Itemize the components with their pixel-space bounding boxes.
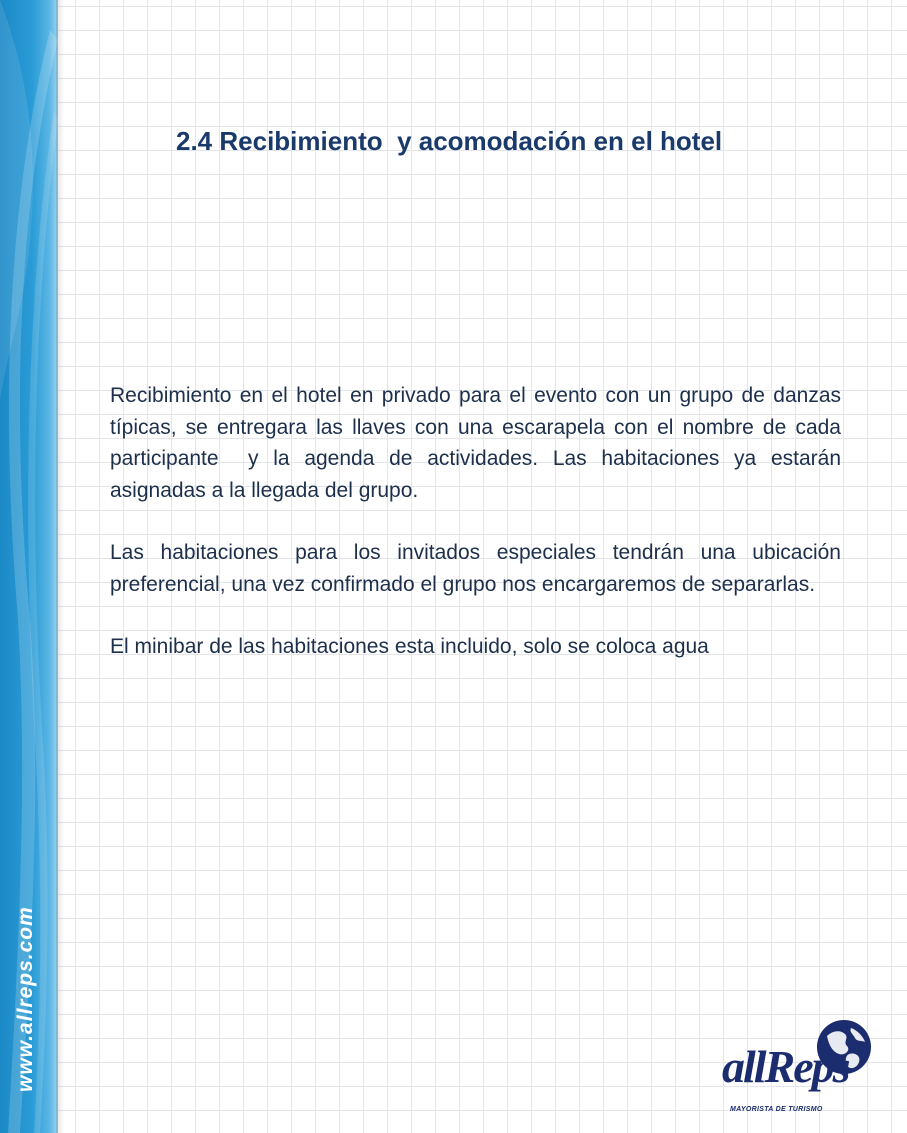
allreps-logo	[722, 1018, 882, 1122]
logo-tagline: MAYORISTA DE TURISMO	[730, 1106, 823, 1113]
paragraph-special-guests: Las habitaciones para los invitados especiales tendrán una ubicación preferencial, una vez confirmado el grupo nos encargaremos de separarlas.	[110, 541, 847, 596]
logo-wordmark: allReps	[722, 1041, 849, 1092]
paragraph-reception: Recibimiento en el hotel en privado para el evento con un grupo de danzas típicas, se entregara las llaves con una escarapela con el nombre de cada participante y la agenda de actividades. Las habitaciones ya estarán asignadas a la llegada del grupo.	[110, 384, 847, 502]
sidebar-shadow	[56, 0, 64, 1133]
page-title: 2.4 Recibimiento y acomodación en el hotel	[176, 126, 723, 156]
website-url: www.allreps.com	[14, 906, 37, 1092]
paragraph-minibar: El minibar de las habitaciones esta incluido, solo se coloca agua	[110, 635, 709, 658]
body-text	[110, 380, 847, 694]
sidebar-band	[0, 0, 58, 1133]
